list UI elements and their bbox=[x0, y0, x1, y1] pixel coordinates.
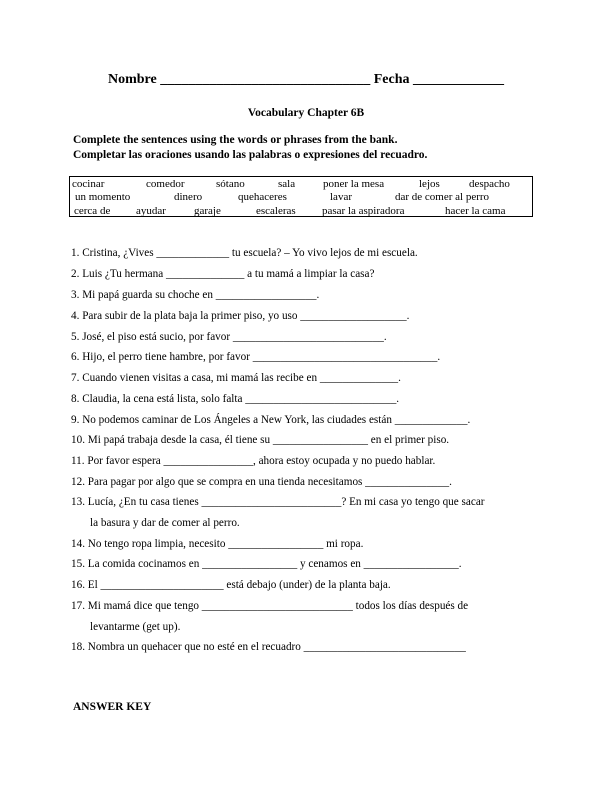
word-bank-item: quehaceres bbox=[238, 191, 287, 203]
word-bank-item: dar de comer al perro bbox=[395, 191, 490, 203]
word-bank-item: comedor bbox=[146, 178, 185, 190]
question-12: 12. Para pagar por algo que se compra en una tienda necesitamos _______________. bbox=[71, 476, 452, 488]
word-bank-item: cocinar bbox=[72, 178, 105, 190]
question-2: 2. Luis ¿Tu hermana ______________ a tu mamá a limpiar la casa? bbox=[71, 268, 375, 280]
word-bank-item: poner la mesa bbox=[323, 178, 385, 190]
word-bank-item: lejos bbox=[419, 178, 440, 190]
answer-key-heading: ANSWER KEY bbox=[73, 701, 152, 713]
word-bank-item: ayudar bbox=[136, 205, 166, 217]
word-bank-item: lavar bbox=[330, 191, 352, 203]
question-9: 9. No podemos caminar de Los Ángeles a New York, las ciudades están _____________. bbox=[71, 414, 471, 426]
word-bank-item: escaleras bbox=[256, 205, 296, 217]
question-7: 7. Cuando vienen visitas a casa, mi mamá las recibe en ______________. bbox=[71, 372, 401, 384]
question-5: 5. José, el piso está sucio, por favor ___________________________. bbox=[71, 331, 387, 343]
word-bank-item: hacer la cama bbox=[445, 205, 506, 217]
question-10: 10. Mi papá trabaja desde la casa, él tiene su _________________ en el primer piso. bbox=[71, 434, 450, 446]
question-1: 1. Cristina, ¿Vives _____________ tu escuela? – Yo vivo lejos de mi escuela. bbox=[71, 247, 418, 259]
question-15: 15. La comida cocinamos en _________________ y cenamos en _________________. bbox=[71, 558, 462, 570]
question-17-continued: levantarme (get up). bbox=[90, 621, 181, 633]
word-bank-item: garaje bbox=[194, 205, 221, 217]
question-6: 6. Hijo, el perro tiene hambre, por favor _________________________________. bbox=[71, 351, 441, 363]
word-bank bbox=[69, 176, 533, 217]
instructions-spanish: Completar las oraciones usando las palabras o expresiones del recuadro. bbox=[73, 149, 428, 161]
question-13: 13. Lucía, ¿En tu casa tienes _________________________? En mi casa yo tengo que sacar bbox=[71, 496, 485, 508]
instructions-english: Complete the sentences using the words or phrases from the bank. bbox=[73, 134, 398, 146]
word-bank-item: dinero bbox=[174, 191, 203, 203]
question-13-continued: la basura y dar de comer al perro. bbox=[90, 517, 240, 529]
word-bank-item: sótano bbox=[216, 178, 245, 190]
page-title: Vocabulary Chapter 6B bbox=[247, 107, 365, 119]
question-17: 17. Mi mamá dice que tengo ___________________________ todos los días después de bbox=[71, 600, 469, 612]
word-bank-item: despacho bbox=[469, 178, 510, 190]
question-14: 14. No tengo ropa limpia, necesito _________________ mi ropa. bbox=[71, 538, 364, 550]
question-18: 18. Nombra un quehacer que no esté en el recuadro _____________________________ bbox=[71, 641, 466, 653]
word-bank-item: sala bbox=[278, 178, 296, 190]
word-bank-item: cerca de bbox=[74, 205, 111, 217]
question-11: 11. Por favor espera ________________, ahora estoy ocupada y no puedo hablar. bbox=[71, 455, 436, 467]
question-3: 3. Mi papá guarda su choche en __________________. bbox=[71, 289, 320, 301]
word-bank-item: un momento bbox=[75, 191, 131, 203]
question-4: 4. Para subir de la plata baja la primer piso, yo uso ___________________. bbox=[71, 310, 410, 322]
name-date-header: Nombre ______________________________ Fecha _____________ bbox=[108, 72, 504, 87]
question-8: 8. Claudia, la cena está lista, solo falta ___________________________. bbox=[71, 393, 400, 405]
word-bank-item: pasar la aspiradora bbox=[322, 205, 405, 217]
question-16: 16. El ______________________ está debajo (under) de la planta baja. bbox=[71, 579, 391, 591]
